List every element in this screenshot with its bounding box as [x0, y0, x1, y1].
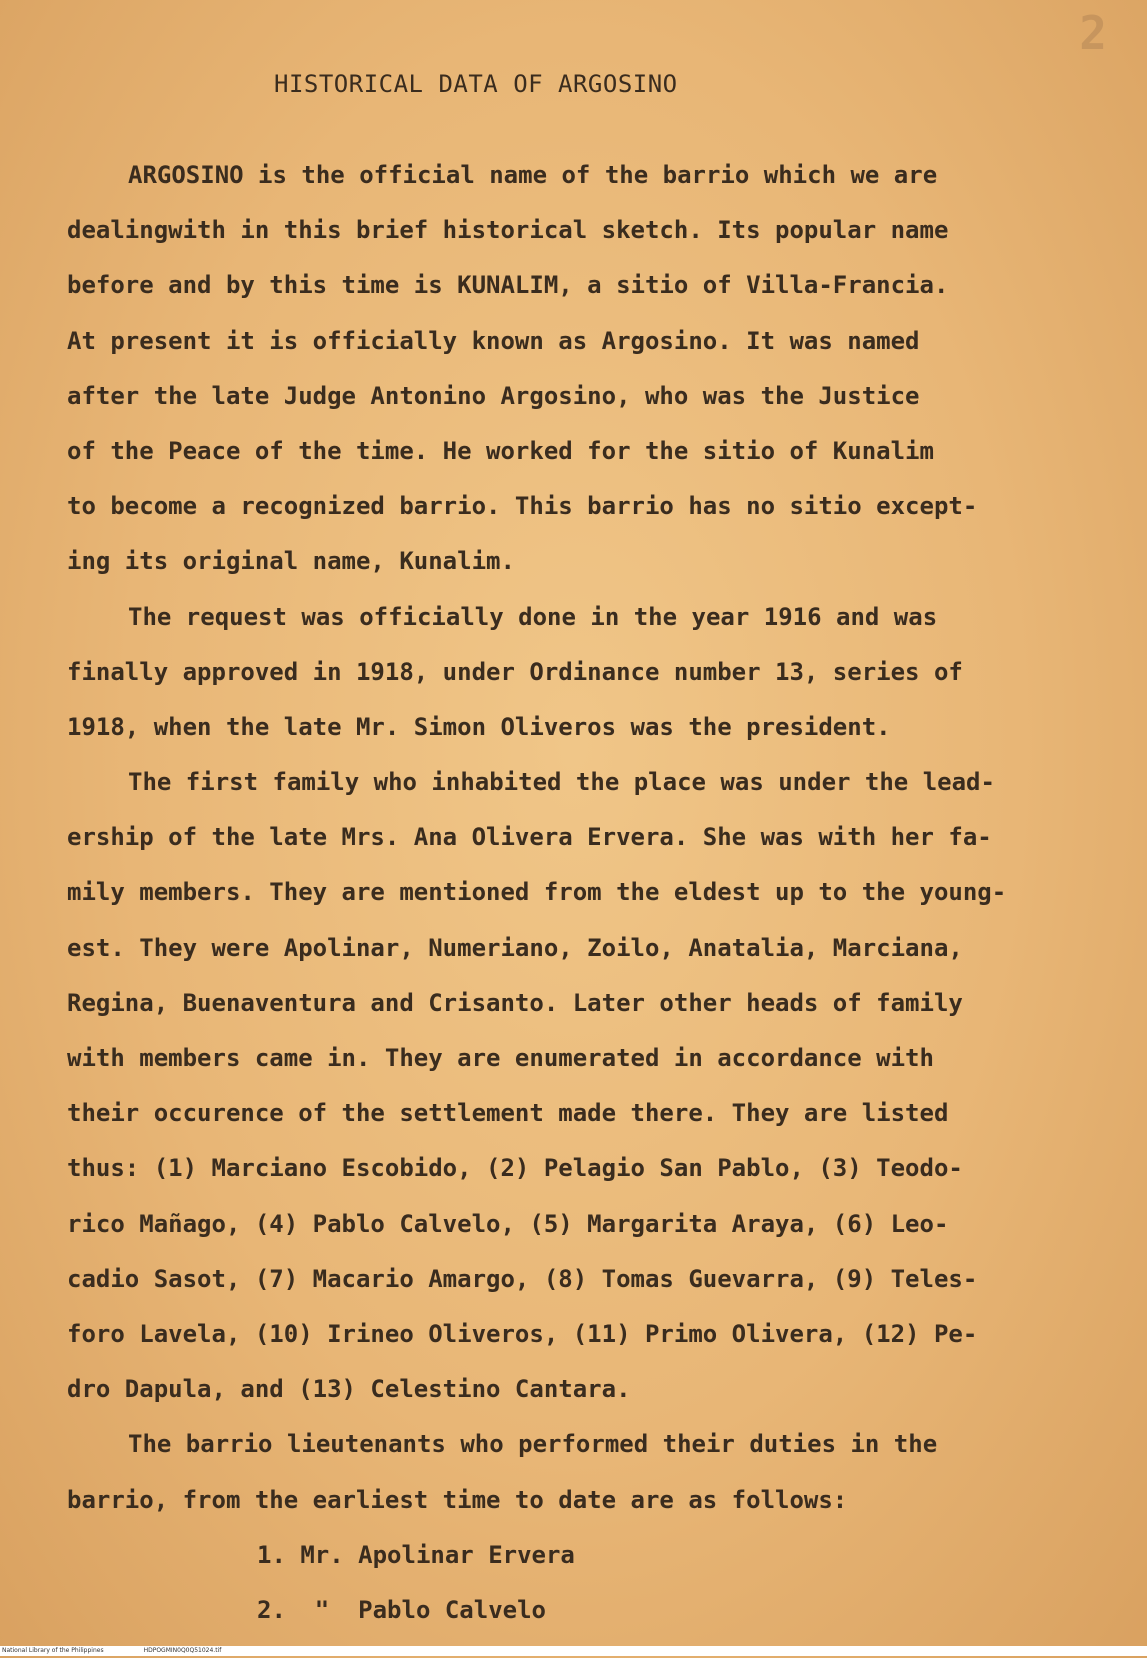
text-line: barrio, from the earliest time to date are as follows:	[67, 1485, 848, 1514]
text-line: rico Mañago, (4) Pablo Calvelo, (5) Margarita Araya, (6) Leo-	[67, 1209, 949, 1238]
text-line: cadio Sasot, (7) Macario Amargo, (8) Tomas Guevarra, (9) Teles-	[67, 1264, 978, 1293]
scan-footer	[0, 1646, 1147, 1656]
text-line: Regina, Buenaventura and Crisanto. Later other heads of family	[67, 988, 963, 1017]
text-line: thus: (1) Marciano Escobido, (2) Pelagio San Pablo, (3) Teodo-	[67, 1154, 963, 1183]
document-body	[67, 148, 1127, 1638]
text-line: before and by this time is KUNALIM, a sitio of Villa-Francia.	[67, 271, 949, 300]
page-number: 2	[1079, 6, 1107, 60]
text-line: to become a recognized barrio. This barrio has no sitio except-	[67, 492, 978, 521]
text-line: ARGOSINO is the official name of the barrio which we are	[128, 161, 938, 189]
text-line: The barrio lieutenants who performed their duties in the	[128, 1430, 938, 1459]
text-line: ership of the late Mrs. Ana Olivera Ervera. She was with her fa-	[67, 823, 992, 852]
footer-file: HDPOGMIN0Q0Q51024.tif	[143, 1647, 222, 1654]
text-line: with members came in. They are enumerated in accordance with	[67, 1044, 934, 1072]
document-title: HISTORICAL DATA OF ARGOSINO	[274, 70, 678, 98]
text-line: ing its original name, Kunalim.	[67, 547, 515, 576]
text-line: 1918, when the late Mr. Simon Oliveros was the president.	[67, 712, 891, 741]
text-line: mily members. They are mentioned from the eldest up to the young-	[67, 878, 1007, 907]
text-line: At present it is officially known as Argosino. It was named	[67, 326, 920, 355]
text-line: foro Lavela, (10) Irineo Oliveros, (11) Primo Olivera, (12) Pe-	[67, 1319, 978, 1348]
text-line: dealingwith in this brief historical sketch. Its popular name	[67, 216, 949, 245]
text-line: The first family who inhabited the place was under the lead-	[128, 768, 995, 797]
text-line: est. They were Apolinar, Numeriano, Zoilo, Anatalia, Marciana,	[67, 933, 963, 962]
text-line: finally approved in 1918, under Ordinance number 13, series of	[67, 657, 963, 686]
text-line: dro Dapula, and (13) Celestino Cantara.	[67, 1375, 631, 1404]
text-line: after the late Judge Antonino Argosino, who was the Justice	[67, 381, 920, 410]
text-line: The request was officially done in the year 1916 and was	[128, 602, 938, 631]
list-item: 1. Mr. Apolinar Ervera	[257, 1540, 575, 1569]
text-line: of the Peace of the time. He worked for the sitio of Kunalim	[67, 436, 934, 465]
list-item: 2. " Pablo Calvelo	[257, 1595, 546, 1624]
text-line: their occurence of the settlement made there. They are listed	[67, 1099, 949, 1128]
footer-library: National Library of the Philippines	[2, 1647, 104, 1654]
